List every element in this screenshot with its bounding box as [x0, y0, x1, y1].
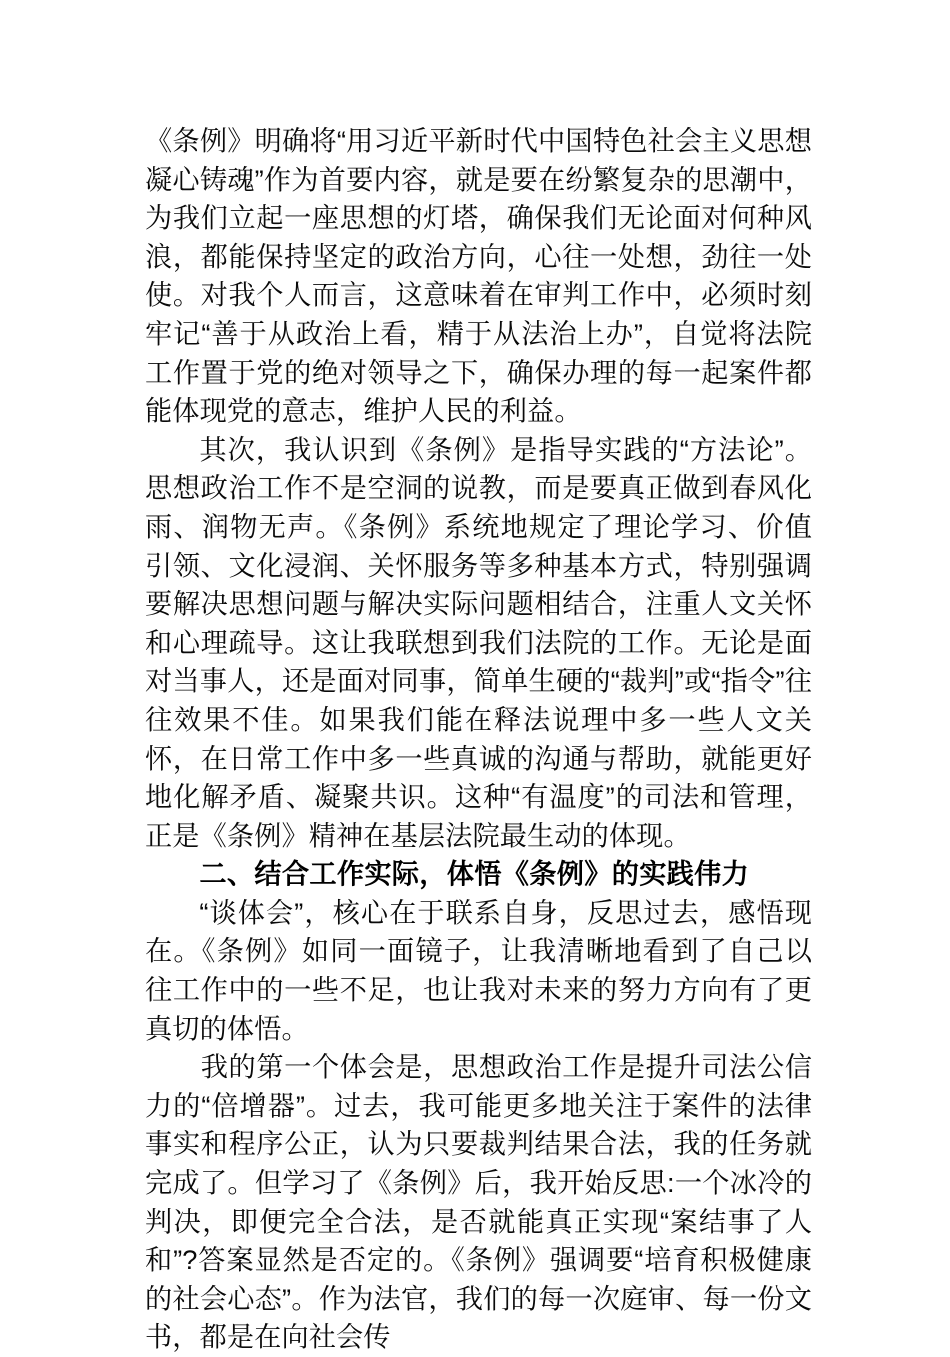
paragraph-methodology: 其次，我认识到《条例》是指导实践的“方法论”。思想政治工作不是空洞的说教，而是要真正做到春风化雨、润物无声。《条例》系统地规定了理论学习、价值引领、文化浸润、关怀服务等多种基本方式，特别强调要解决思想问题与解决实际问题相结合，注重人文关怀和心理疏导。这让我联想到我们法院的工作。无论是面对当事人，还是面对同事，简单生硬的“裁判”或“指令”往往效果不佳。如果我们能在释法说理中多一些人文关怀，在日常工作中多一些真诚的沟通与帮助，就能更好地化解矛盾、凝聚共识。这种“有温度”的司法和管理，正是《条例》精神在基层法院最生动的体现。	[145, 433, 812, 851]
paragraph-reflection-intro: “谈体会”，核心在于联系自身，反思过去，感悟现在。《条例》如同一面镜子，让我清晰地看到了自己以往工作中的一些不足，也让我对未来的努力方向有了更真切的体悟。	[145, 896, 812, 1044]
paragraph-first-insight: 我的第一个体会是，思想政治工作是提升司法公信力的“倍增器”。过去，我可能更多地关注于案件的法律事实和程序公正，认为只要裁判结果合法，我的任务就完成了。但学习了《条例》后，我开始反思:一个冰冷的判决，即便完全合法，是否就能真正实现“案结事了人和”?答案显然是否定的。《条例》强调要“培育积极健康的社会心态”。作为法官，我们的每一次庭审、每一份文书，都是在向社会传	[145, 1051, 812, 1353]
document-text-block	[145, 122, 812, 1357]
paragraph-continued-from-previous-page: 《条例》明确将“用习近平新时代中国特色社会主义思想凝心铸魂”作为首要内容，就是要在纷繁复杂的思潮中，为我们立起一座思想的灯塔，确保我们无论面对何种风浪，都能保持坚定的政治方向，心往一处想，劲往一处使。对我个人而言，这意味着在审判工作中，必须时刻牢记“善于从政治上看，精于从法治上办”，自觉将法院工作置于党的绝对领导之下，确保办理的每一起案件都能体现党的意志，维护人民的利益。	[145, 125, 812, 427]
section-heading-two: 二、结合工作实际，体悟《条例》的实践伟力	[199, 858, 750, 890]
